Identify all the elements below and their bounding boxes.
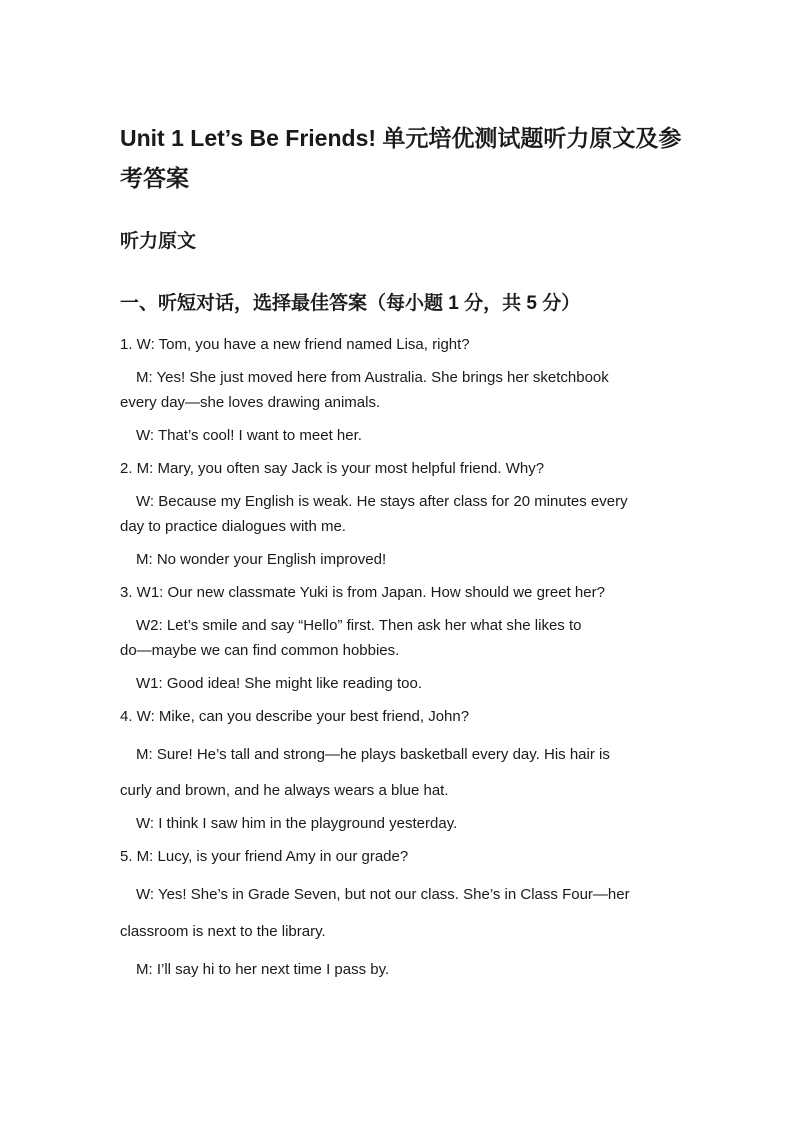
dialogue-2-line-1: 2. M: Mary, you often say Jack is your most helpful friend. Why?	[120, 460, 545, 477]
dialogue-3-line-4: W1: Good idea! She might like reading too.	[136, 675, 422, 692]
dialogue-3-line-1: 3. W1: Our new classmate Yuki is from Japan. How should we greet her?	[120, 584, 605, 601]
dialogue-1-line-4: W: That’s cool! I want to meet her.	[136, 427, 362, 444]
dialogue-5-line-1: 5. M: Lucy, is your friend Amy in our grade?	[120, 848, 409, 865]
document-title: Unit 1 Let’s Be Friends! 单元培优测试题听力原文及参考答案	[120, 125, 682, 191]
dialogue-1-line-1: 1. W: Tom, you have a new friend named Lisa, right?	[120, 336, 470, 353]
dialogue-4-line-4: W: I think I saw him in the playground yesterday.	[136, 815, 458, 832]
dialogue-4-line-2: M: Sure! He’s tall and strong—he plays basketball every day. His hair is	[136, 746, 610, 763]
dialogue-2-line-3: day to practice dialogues with me.	[120, 518, 346, 535]
dialogue-4-line-1: 4. W: Mike, can you describe your best friend, John?	[120, 708, 470, 725]
dialogue-3-line-3: do—maybe we can find common hobbies.	[120, 642, 400, 659]
dialogue-5-line-3: classroom is next to the library.	[120, 923, 326, 940]
dialogue-5-line-4: M: I’ll say hi to her next time I pass by.	[136, 961, 390, 978]
dialogue-5-line-2: W: Yes! She’s in Grade Seven, but not our class. She’s in Class Four—her	[136, 886, 630, 903]
dialogue-4-line-3: curly and brown, and he always wears a blue hat.	[120, 782, 449, 799]
dialogue-3-line-2: W2: Let’s smile and say “Hello” first. Then ask her what she likes to	[136, 617, 582, 634]
dialogue-2-line-4: M: No wonder your English improved!	[136, 551, 387, 568]
dialogue-2-line-2: W: Because my English is weak. He stays after class for 20 minutes every	[136, 493, 628, 510]
section-heading: 听力原文	[120, 231, 197, 252]
part-heading: 一、听短对话，选择最佳答案（每小题 1 分，共 5 分）	[120, 293, 581, 314]
dialogue-1-line-3: every day—she loves drawing animals.	[120, 394, 381, 411]
dialogue-1-line-2: M: Yes! She just moved here from Australia. She brings her sketchbook	[136, 369, 609, 386]
